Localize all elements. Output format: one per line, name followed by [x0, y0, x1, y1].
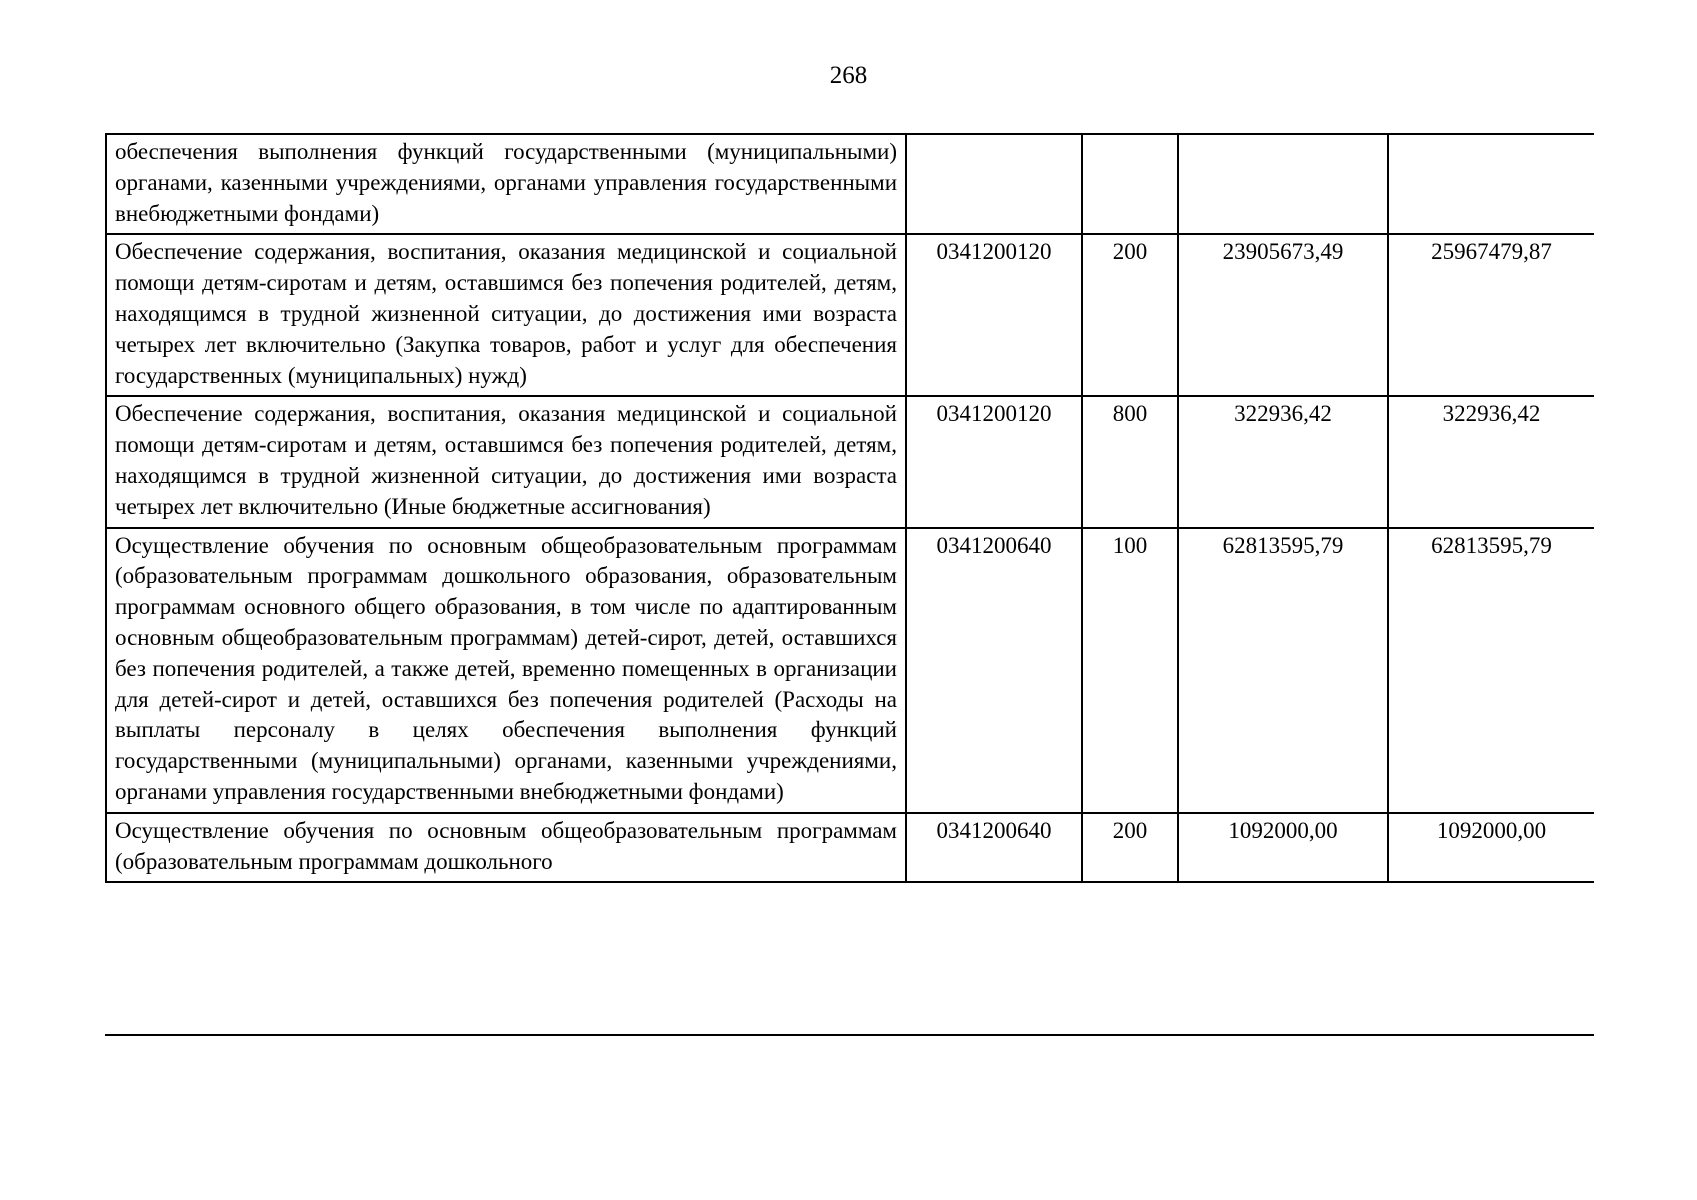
table-row — [106, 234, 1594, 396]
cell-amount-executed: 25967479,87 — [1388, 234, 1594, 396]
cell-target-code: 0341200120 — [906, 234, 1082, 396]
budget-table-grid — [105, 133, 1594, 883]
cell-expense-type: 800 — [1082, 396, 1178, 527]
cell-description: Обеспечение содержания, воспитания, оказания медицинской и социальной помощи детям-сиротам и детям, оставшимся без попечения родителей, детям, находящимся в трудной жизненной ситуации, до достижения ими возраста четырех лет включительно (Иные бюджетные ассигнования) — [106, 396, 906, 527]
cell-expense-type: 200 — [1082, 813, 1178, 883]
table-row — [106, 813, 1594, 883]
cell-description: Осуществление обучения по основным общеобразовательным программам (образовательным программам дошкольного — [106, 813, 906, 883]
cell-target-code — [906, 134, 1082, 234]
cell-amount-executed: 1092000,00 — [1388, 813, 1594, 883]
cell-target-code: 0341200120 — [906, 396, 1082, 527]
table-row — [106, 528, 1594, 813]
cell-expense-type: 100 — [1082, 528, 1178, 813]
cell-target-code: 0341200640 — [906, 813, 1082, 883]
cell-amount-approved: 1092000,00 — [1178, 813, 1388, 883]
cell-amount-executed — [1388, 134, 1594, 234]
page-number: 268 — [829, 62, 868, 89]
table-row — [106, 134, 1594, 234]
cell-amount-approved — [1178, 134, 1388, 234]
budget-table — [105, 133, 1594, 1036]
cell-expense-type — [1082, 134, 1178, 234]
cell-amount-executed: 62813595,79 — [1388, 528, 1594, 813]
cell-description: Осуществление обучения по основным общеобразовательным программам (образовательным программам дошкольного образования, образовательным программам основного общего образования, в том числе по адаптированным основным общеобразовательным программам) детей-сирот, детей, оставшихся без попечения родителей, а также детей, временно помещенных в организации для детей-сирот и детей, оставшихся без попечения родителей (Расходы на выплаты персоналу в целях обеспечения выполнения функций государственными (муниципальными) органами, казенными учреждениями, органами управления государственными внебюджетными фондами) — [106, 528, 906, 813]
cell-target-code: 0341200640 — [906, 528, 1082, 813]
cell-amount-approved: 322936,42 — [1178, 396, 1388, 527]
cell-amount-approved: 62813595,79 — [1178, 528, 1388, 813]
cell-expense-type: 200 — [1082, 234, 1178, 396]
cell-amount-executed: 322936,42 — [1388, 396, 1594, 527]
cell-amount-approved: 23905673,49 — [1178, 234, 1388, 396]
cell-description: Обеспечение содержания, воспитания, оказания медицинской и социальной помощи детям-сиротам и детям, оставшимся без попечения родителей, детям, находящимся в трудной жизненной ситуации, до достижения ими возраста четырех лет включительно (Закупка товаров, работ и услуг для обеспечения государственных (муниципальных) нужд) — [106, 234, 906, 396]
table-row — [106, 396, 1594, 527]
cell-description: обеспечения выполнения функций государственными (муниципальными) органами, казенными учреждениями, органами управления государственными внебюджетными фондами) — [106, 134, 906, 234]
